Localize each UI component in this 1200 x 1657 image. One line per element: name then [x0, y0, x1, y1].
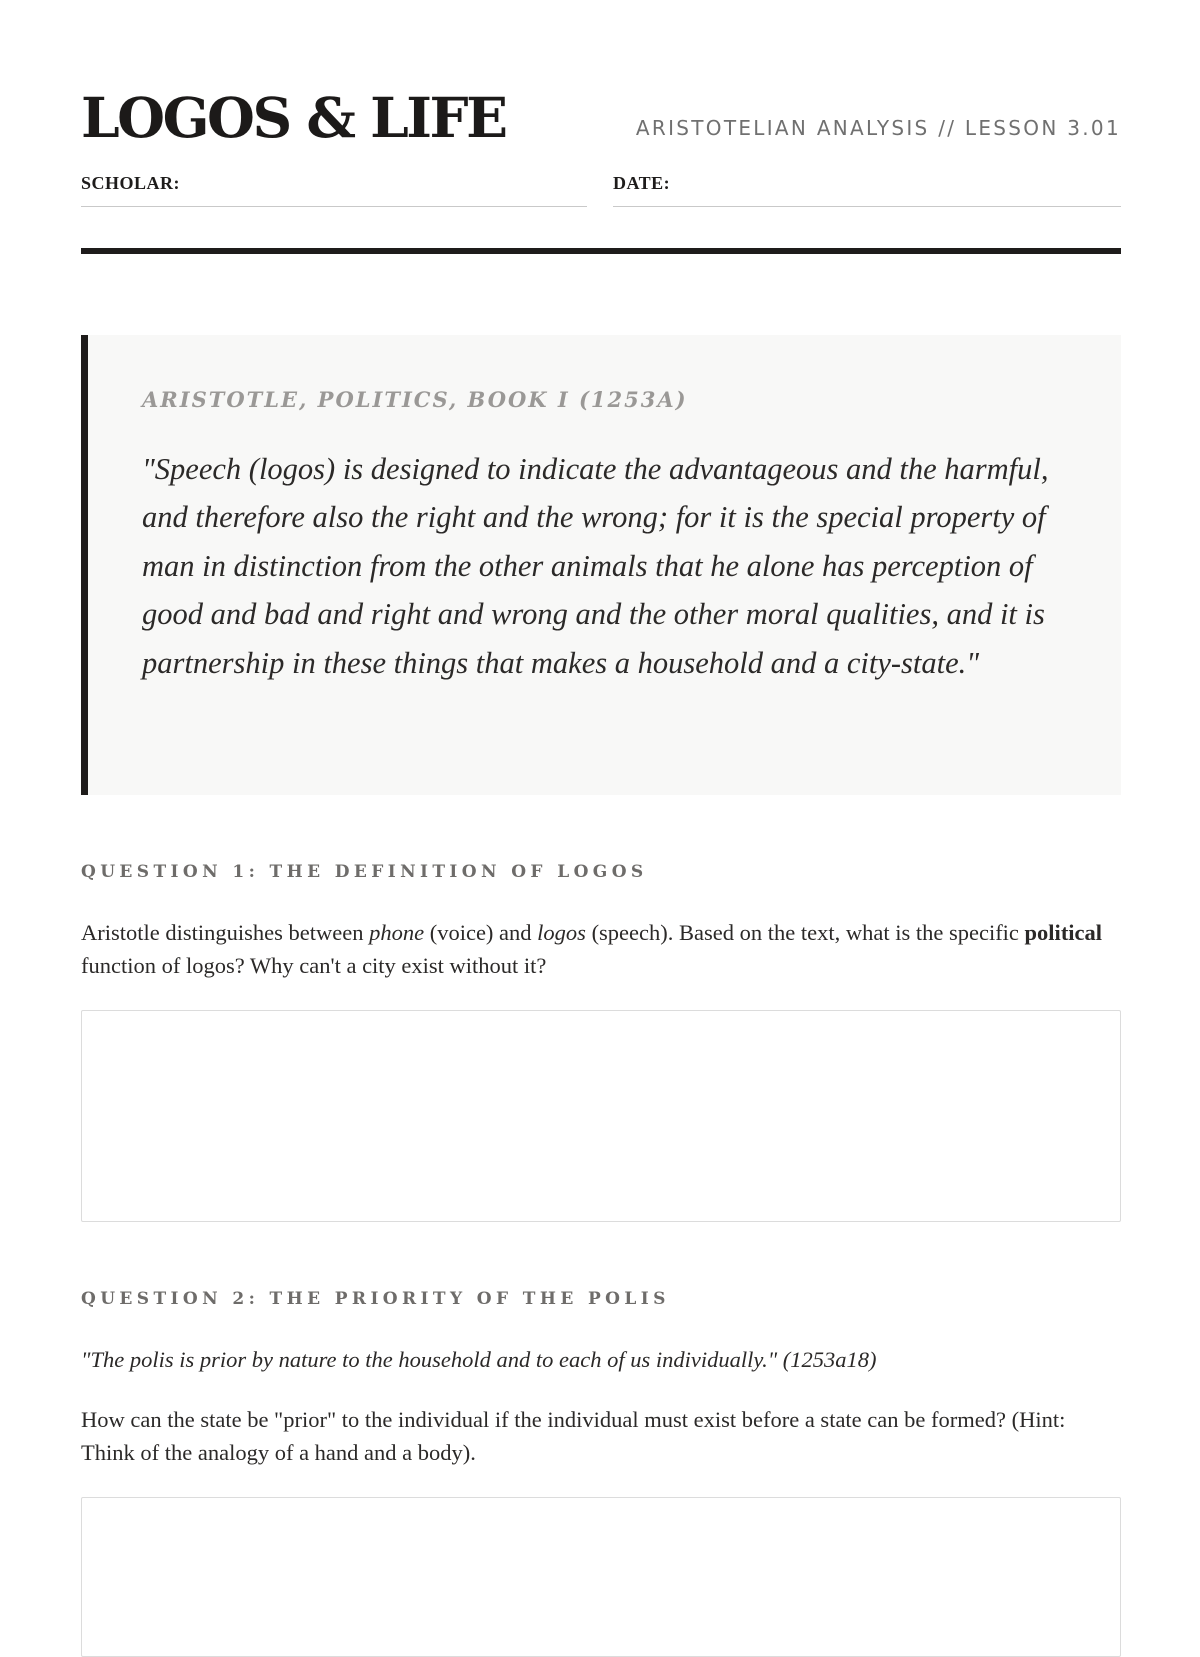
question-1-text: (voice) and — [424, 920, 538, 945]
date-field[interactable] — [613, 173, 1121, 207]
question-2-quote: "The polis is prior by nature to the household and to each of us individually." (1253a18) — [81, 1347, 877, 1372]
quote-text: "Speech (logos) is designed to indicate the advantageous and the harmful, and therefore also the right and the wrong; for it is the special property of man in distinction from the other animals that he alone has perception of good and bad and right and wrong and the other moral qualities, and it is partnership in these things that makes a household and a city-state." — [142, 452, 1049, 680]
header-divider — [81, 248, 1121, 254]
question-1-text: function of logos? Why can't a city exist without it? — [81, 953, 547, 978]
scholar-label: SCHOLAR: — [81, 173, 181, 193]
scholar-field[interactable] — [81, 173, 587, 207]
question-1-emphasis: political — [1024, 920, 1103, 945]
lesson-subtitle: ARISTOTELIAN ANALYSIS // LESSON 3.01 — [635, 116, 1121, 140]
question-1-answer-box[interactable] — [81, 1010, 1121, 1222]
question-2-answer-box[interactable] — [81, 1497, 1121, 1657]
quote-source: ARISTOTLE, POLITICS, BOOK I (1253A) — [142, 387, 688, 412]
primary-source-quote — [81, 335, 1121, 795]
question-1-text: Aristotle distinguishes between — [81, 920, 370, 945]
question-2-heading: QUESTION 2: THE PRIORITY OF THE POLIS — [81, 1289, 670, 1309]
question-2-prompt: How can the state be "prior" to the individual if the individual must exist before a state can be formed? (Hint: Think of the analogy of a hand and a body). — [81, 1407, 1066, 1465]
question-1-prompt — [81, 916, 1121, 982]
date-label: DATE: — [613, 173, 671, 193]
question-1-heading: QUESTION 1: THE DEFINITION OF LOGOS — [81, 862, 648, 882]
question-1-term-phone: phone — [369, 920, 425, 945]
question-1-text: (speech). Based on the text, what is the specific — [585, 920, 1025, 945]
question-1-term-logos: logos — [537, 920, 586, 945]
page-title: LOGOS & LIFE — [81, 85, 506, 150]
